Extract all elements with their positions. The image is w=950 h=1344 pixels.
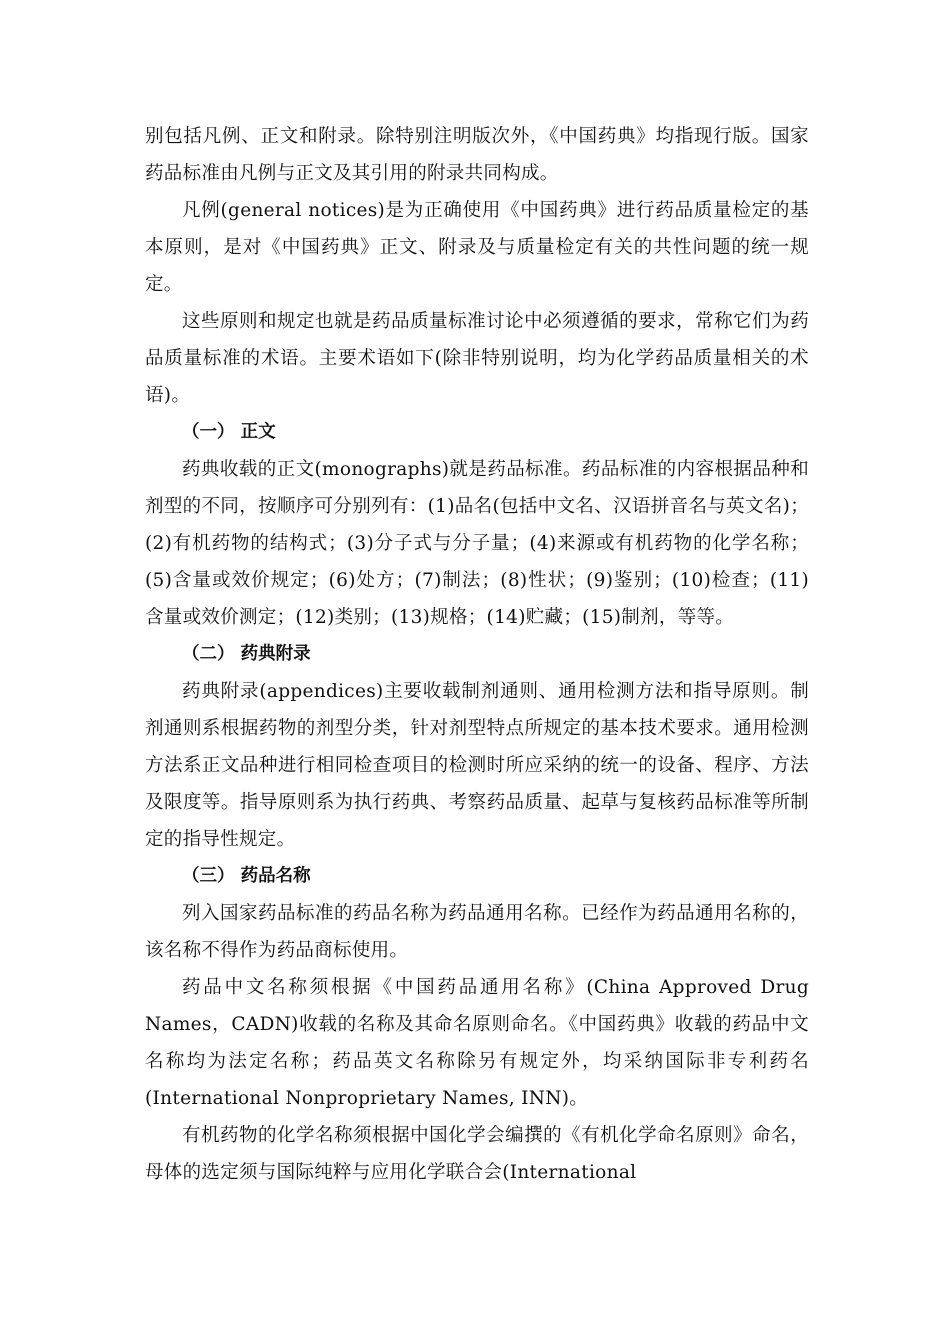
paragraph-general-notices: 凡例(general notices)是为正确使用《中国药典》进行药品质量检定的基本原则，是对《中国药典》正文、附录及与质量检定有关的共性问题的统一规定。 (145, 200, 809, 295)
section-heading-appendices: （二） 药典附录 (182, 644, 311, 664)
paragraph-chemical-names: 有机药物的化学名称须根据中国化学会编撰的《有机化学命名原则》命名，母体的选定须与国际纯粹与应用化学联合会(International (145, 1125, 809, 1183)
paragraph-generic-names: 列入国家药品标准的药品名称为药品通用名称。已经作为药品通用名称的，该名称不得作为药品商标使用。 (145, 903, 809, 961)
paragraph-chinese-names: 药品中文名称须根据《中国药品通用名称》(China Approved Drug Names，CADN)收载的名称及其命名原则命名。《中国药典》收载的药品中文名称均为法定名称；药品英文名称除另有规定外，均采纳国际非专利药名(International Nonproprietary Names, INN)。 (145, 977, 809, 1109)
paragraph-appendices: 药典附录(appendices)主要收载制剂通则、通用检测方法和指导原则。制剂通则系根据药物的剂型分类，针对剂型特点所规定的基本技术要求。通用检测方法系正文品种进行相同检查项目的检测时所应采纳的统一的设备、程序、方法及限度等。指导原则系为执行药典、考察药品质量、起草与复核药品标准等所制定的指导性规定。 (145, 681, 809, 850)
section-heading-monographs: （一） 正文 (182, 422, 276, 442)
paragraph-terminology: 这些原则和规定也就是药品质量标准讨论中必须遵循的要求，常称它们为药品质量标准的术语。主要术语如下(除非特别说明，均为化学药品质量相关的术语)。 (145, 311, 809, 406)
paragraph-intro: 别包括凡例、正文和附录。除特别注明版次外，《中国药典》均指现行版。国家药品标准由凡例与正文及其引用的附录共同构成。 (145, 126, 809, 184)
paragraph-monographs: 药典收载的正文(monographs)就是药品标准。药品标准的内容根据品种和剂型的不同，按顺序可分别列有：(1)品名(包括中文名、汉语拼音名与英文名)；(2)有机药物的结构式；(3)分子式与分子量；(4)来源或有机药物的化学名称；(5)含量或效价规定；(6)处方；(7)制法；(8)性状；(9)鉴别；(10)检查；(11)含量或效价测定；(12)类别；(13)规格；(14)贮藏；(15)制剂，等等。 (145, 459, 809, 628)
section-heading-drug-names: （三） 药品名称 (182, 866, 311, 886)
document-body (145, 118, 809, 1191)
